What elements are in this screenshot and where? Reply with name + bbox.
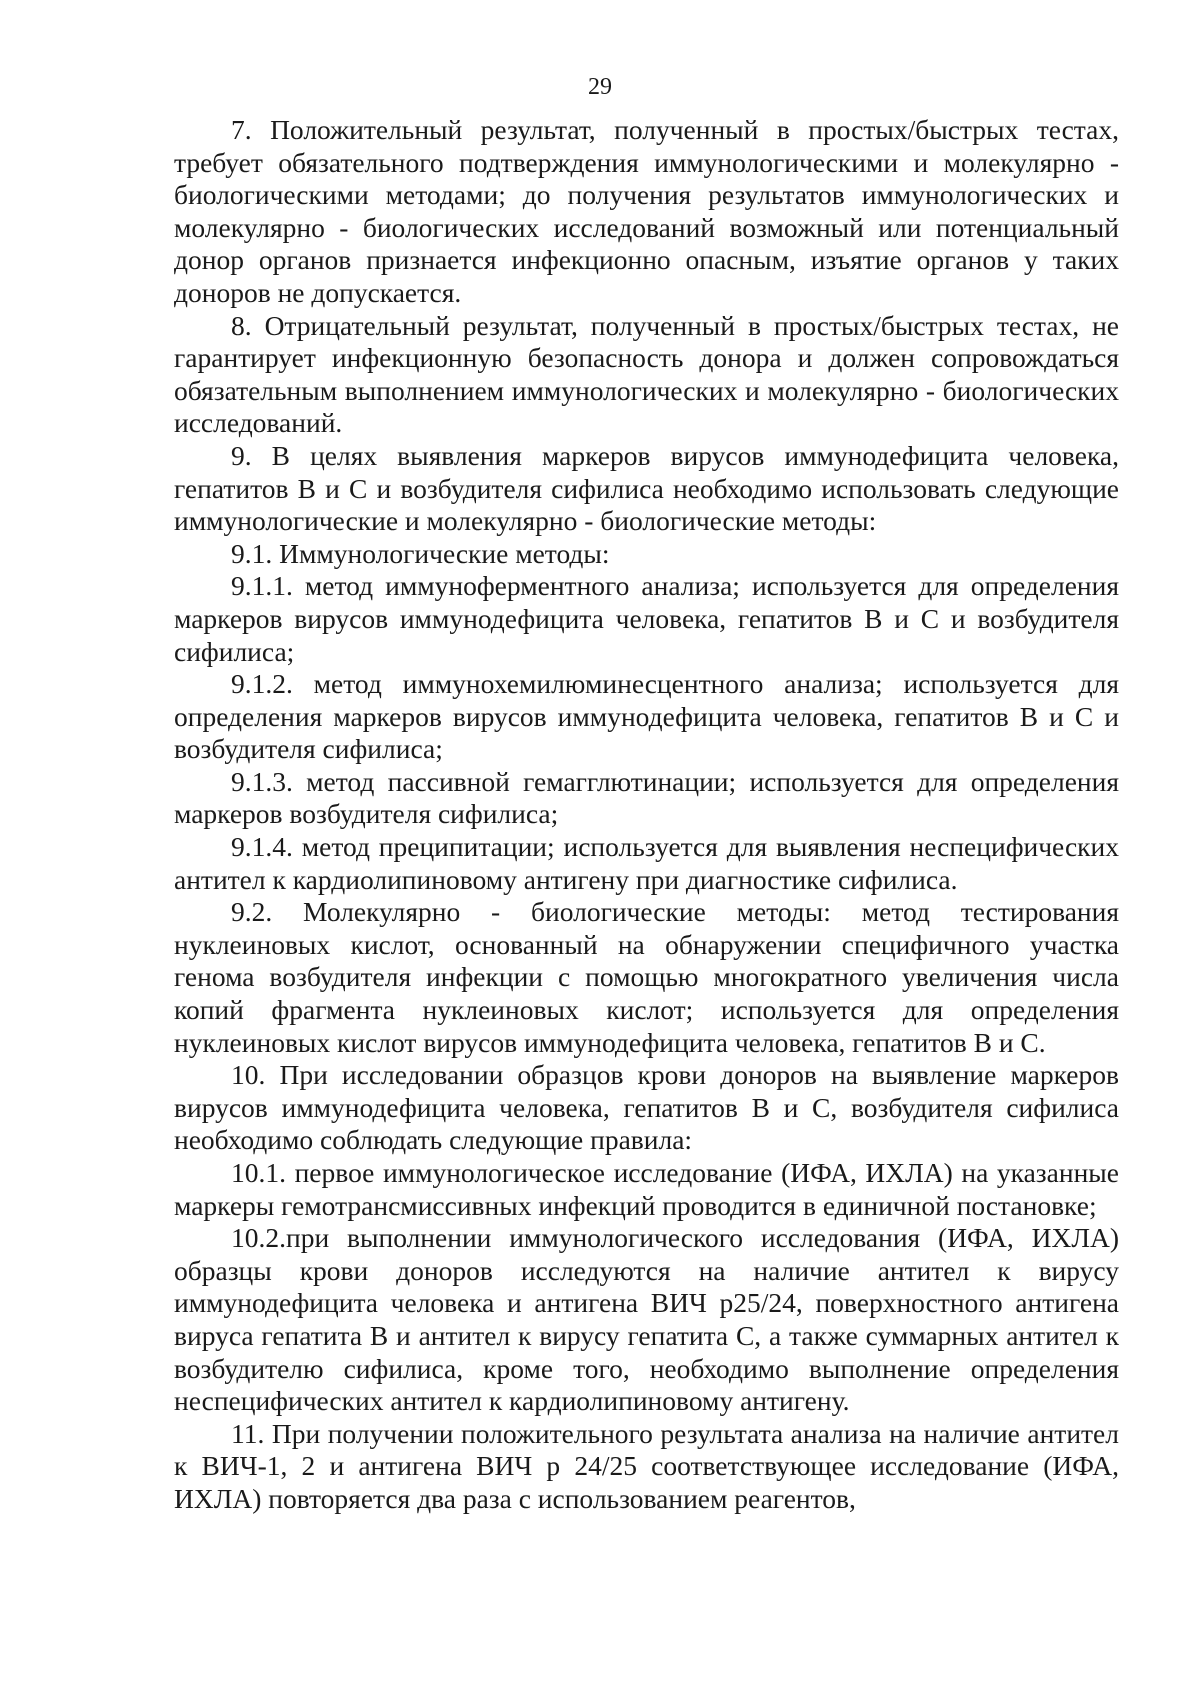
paragraph-10: 10. При исследовании образцов крови доноров на выявление маркеров вирусов иммунодефицита человека, гепатитов В и С, возбудителя сифилиса необходимо соблюдать следующие правила: <box>174 1059 1119 1156</box>
paragraph-10-2: 10.2.при выполнении иммунологического исследования (ИФА, ИХЛА) образцы крови доноров исследуются на наличие антител к вирусу иммунодефицита человека и антигена ВИЧ p25/24, поверхностного антигена вируса гепатита В и антител к вирусу гепатита С, а также суммарных антител к возбудителю сифилиса, кроме того, необходимо выполнение определения неспецифических антител к кардиолипиновому антигену. <box>174 1222 1119 1417</box>
paragraph-8: 8. Отрицательный результат, полученный в простых/быстрых тестах, не гарантирует инфекционную безопасность донора и должен сопровождаться обязательным выполнением иммунологических и молекулярно - биологических исследований. <box>174 309 1119 439</box>
paragraph-7: 7. Положительный результат, полученный в простых/быстрых тестах, требует обязательного подтверждения иммунологическими и молекулярно - биологическими методами; до получения результатов иммунологических и молекулярно - биологических исследований возможный или потенциальный донор органов признается инфекционно опасным, изъятие органов у таких доноров не допускается. <box>174 114 1119 308</box>
paragraph-9-2: 9.2. Молекулярно - биологические методы: метод тестирования нуклеиновых кислот, основанный на обнаружении специфичного участка генома возбудителя инфекции с помощью многократного увеличения числа копий фрагмента нуклеиновых кислот; используется для определения нуклеиновых кислот вирусов иммунодефицита человека, гепатитов В и С. <box>174 896 1119 1058</box>
paragraph-9-1-1: 9.1.1. метод иммуноферментного анализа; используется для определения маркеров вирусов иммунодефицита человека, гепатитов В и С и возбудителя сифилиса; <box>174 570 1119 667</box>
paragraph-9-1: 9.1. Иммунологические методы: <box>231 537 610 569</box>
paragraph-9-1-3: 9.1.3. метод пассивной гемагглютинации; используется для определения маркеров возбудителя сифилиса; <box>174 765 1119 830</box>
paragraph-9: 9. В целях выявления маркеров вирусов иммунодефицита человека, гепатитов В и С и возбудителя сифилиса необходимо использовать следующие иммунологические и молекулярно - биологические методы: <box>174 439 1119 537</box>
document-body <box>174 114 1119 1516</box>
page-number: 29 <box>588 74 612 100</box>
paragraph-9-1-4: 9.1.4. метод преципитации; используется для выявления неспецифических антител к кардиолипиновому антигену при диагностике сифилиса. <box>174 831 1119 895</box>
paragraph-11: 11. При получении положительного результата анализа на наличие антител к ВИЧ-1, 2 и антигена ВИЧ p 24/25 соответствующее исследование (ИФА, ИХЛА) повторяется два раза с использованием реагентов, <box>174 1417 1119 1514</box>
paragraph-10-1: 10.1. первое иммунологическое исследование (ИФА, ИХЛА) на указанные маркеры гемотрансмиссивных инфекций проводится в единичной постановке; <box>174 1157 1119 1221</box>
paragraph-9-1-2: 9.1.2. метод иммунохемилюминесцентного анализа; используется для определения маркеров вирусов иммунодефицита человека, гепатитов В и С и возбудителя сифилиса; <box>174 668 1119 765</box>
